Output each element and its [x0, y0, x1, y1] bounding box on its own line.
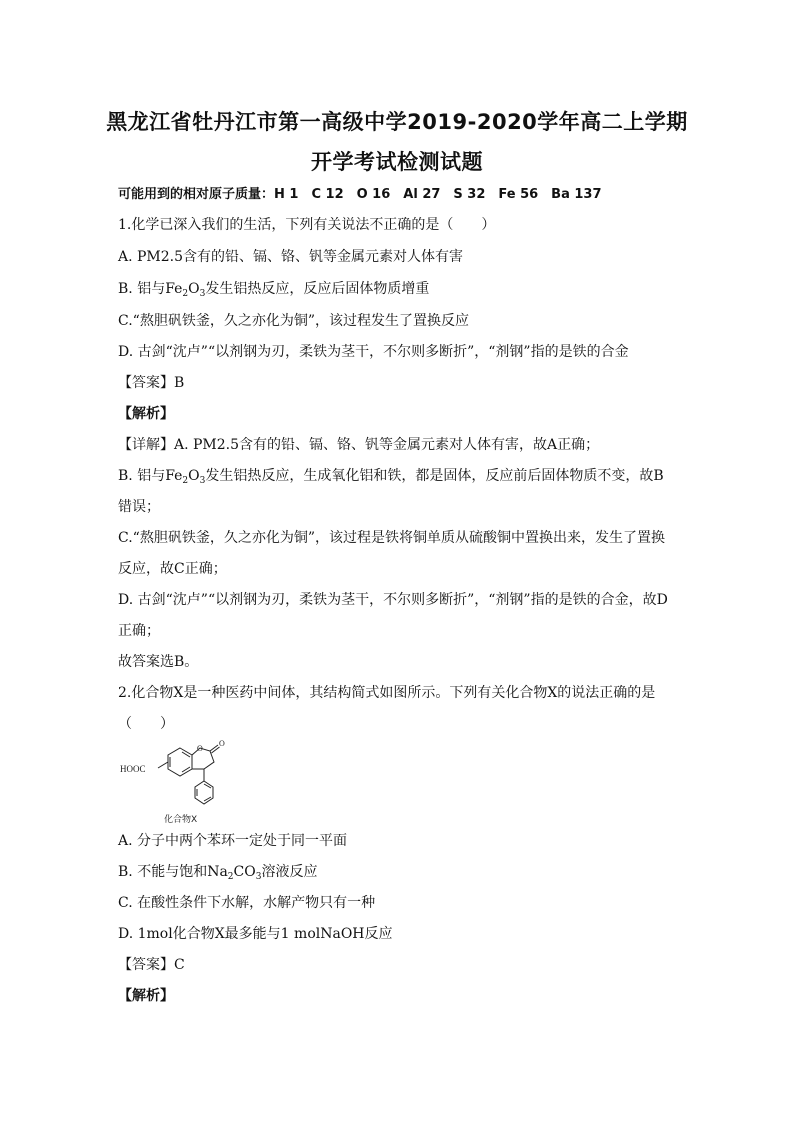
q2-option-b-mid: CO	[233, 864, 256, 880]
q1-detail-b-mid: O	[188, 468, 200, 484]
q2-stem-cont: （ ）	[118, 716, 174, 732]
q2-answer: 【答案】C	[118, 957, 185, 973]
q1-detail-d-cont: 正确；	[118, 623, 160, 639]
q1-answer: 【答案】B	[118, 375, 185, 391]
q1-detail-d: D. 古剑“沈卢”“以剂钢为刃，柔铁为茎干，不尔则多断折”，“剂钢”指的是铁的合金，故D	[118, 592, 668, 608]
q1-detail-c: C.“熬胆矾铁釜，久之亦化为铜”，该过程是铁将铜单质从硫酸铜中置换出来，发生了置换	[118, 530, 665, 546]
hooc-label: HOOC	[120, 764, 146, 774]
q2-option-c: C. 在酸性条件下水解，水解产物只有一种	[118, 895, 376, 911]
q2-option-a: A. 分子中两个苯环一定处于同一平面	[118, 833, 348, 849]
carbonyl-oxygen-label: O	[219, 739, 225, 748]
q1-analysis-label: 【解析】	[118, 406, 174, 422]
document-title-line2: 开学考试检测试题	[311, 150, 483, 174]
q1-conclusion: 故答案选B。	[118, 654, 199, 670]
document-title-line1: 黑龙江省牡丹江市第一高级中学2019-2020学年高二上学期	[106, 110, 688, 134]
q2-analysis-label: 【解析】	[118, 988, 174, 1004]
q1-detail-b-sub1: 2	[182, 476, 189, 486]
q1-stem: 1.化学已深入我们的生活，下列有关说法不正确的是（ ）	[118, 217, 496, 233]
compound-x-structure	[118, 736, 238, 828]
q2-option-d: D. 1mol化合物X最多能与1 molNaOH反应	[118, 926, 393, 942]
lactone-ring	[192, 748, 214, 769]
q1-option-b-mid: O	[188, 281, 200, 297]
fused-benzene-ring	[168, 748, 192, 776]
figure-caption: 化合物X	[164, 815, 198, 825]
q2-option-b	[118, 863, 317, 881]
q1-detail-a: 【详解】A. PM2.5含有的铅、镉、铬、钒等金属元素对人体有害，故A正确；	[118, 437, 600, 453]
q1-option-b-prefix: B. 铝与Fe	[118, 281, 183, 297]
q1-option-c: C.“熬胆矾铁釜，久之亦化为铜”，该过程发生了置换反应	[118, 313, 469, 329]
q2-option-b-prefix: B. 不能与饱和Na	[118, 864, 228, 880]
q1-detail-b-suffix: 发生铝热反应，生成氧化铝和铁，都是固体，反应前后固体物质不变，故B	[205, 468, 664, 484]
atomic-mass-line: 可能用到的相对原子质量：H 1 C 12 O 16 Al 27 S 32 Fe 56 Ba 137	[118, 187, 602, 202]
q1-detail-b-sub2: 3	[199, 476, 206, 486]
q1-option-b	[118, 280, 429, 298]
q1-option-d: D. 古剑“沈卢”“以剂钢为刃，柔铁为茎干，不尔则多断折”，“剂钢”指的是铁的合金	[118, 344, 629, 360]
q1-detail-c-cont: 反应，故C正确；	[118, 561, 227, 577]
q1-detail-b-prefix: B. 铝与Fe	[118, 468, 183, 484]
q1-detail-b-cont: 错误；	[118, 499, 160, 515]
ring-oxygen-label: O	[197, 744, 203, 753]
q1-option-b-suffix: 发生铝热反应，反应后固体物质增重	[205, 281, 430, 297]
q1-option-b-sub1: 2	[182, 289, 189, 299]
q1-detail-b	[118, 467, 664, 485]
q2-option-b-suffix: 溶液反应	[261, 864, 318, 880]
q2-option-b-sub1: 2	[227, 872, 234, 882]
cooh-bond	[158, 762, 168, 768]
carbonyl-bond	[210, 745, 218, 751]
q2-option-b-sub2: 3	[255, 872, 262, 882]
q2-stem: 2.化合物X是一种医药中间体，其结构简式如图所示。下列有关化合物X的说法正确的是	[118, 685, 656, 701]
q1-option-a: A. PM2.5含有的铅、镉、铬、钒等金属元素对人体有害	[118, 249, 464, 265]
q1-option-b-sub2: 3	[199, 289, 206, 299]
